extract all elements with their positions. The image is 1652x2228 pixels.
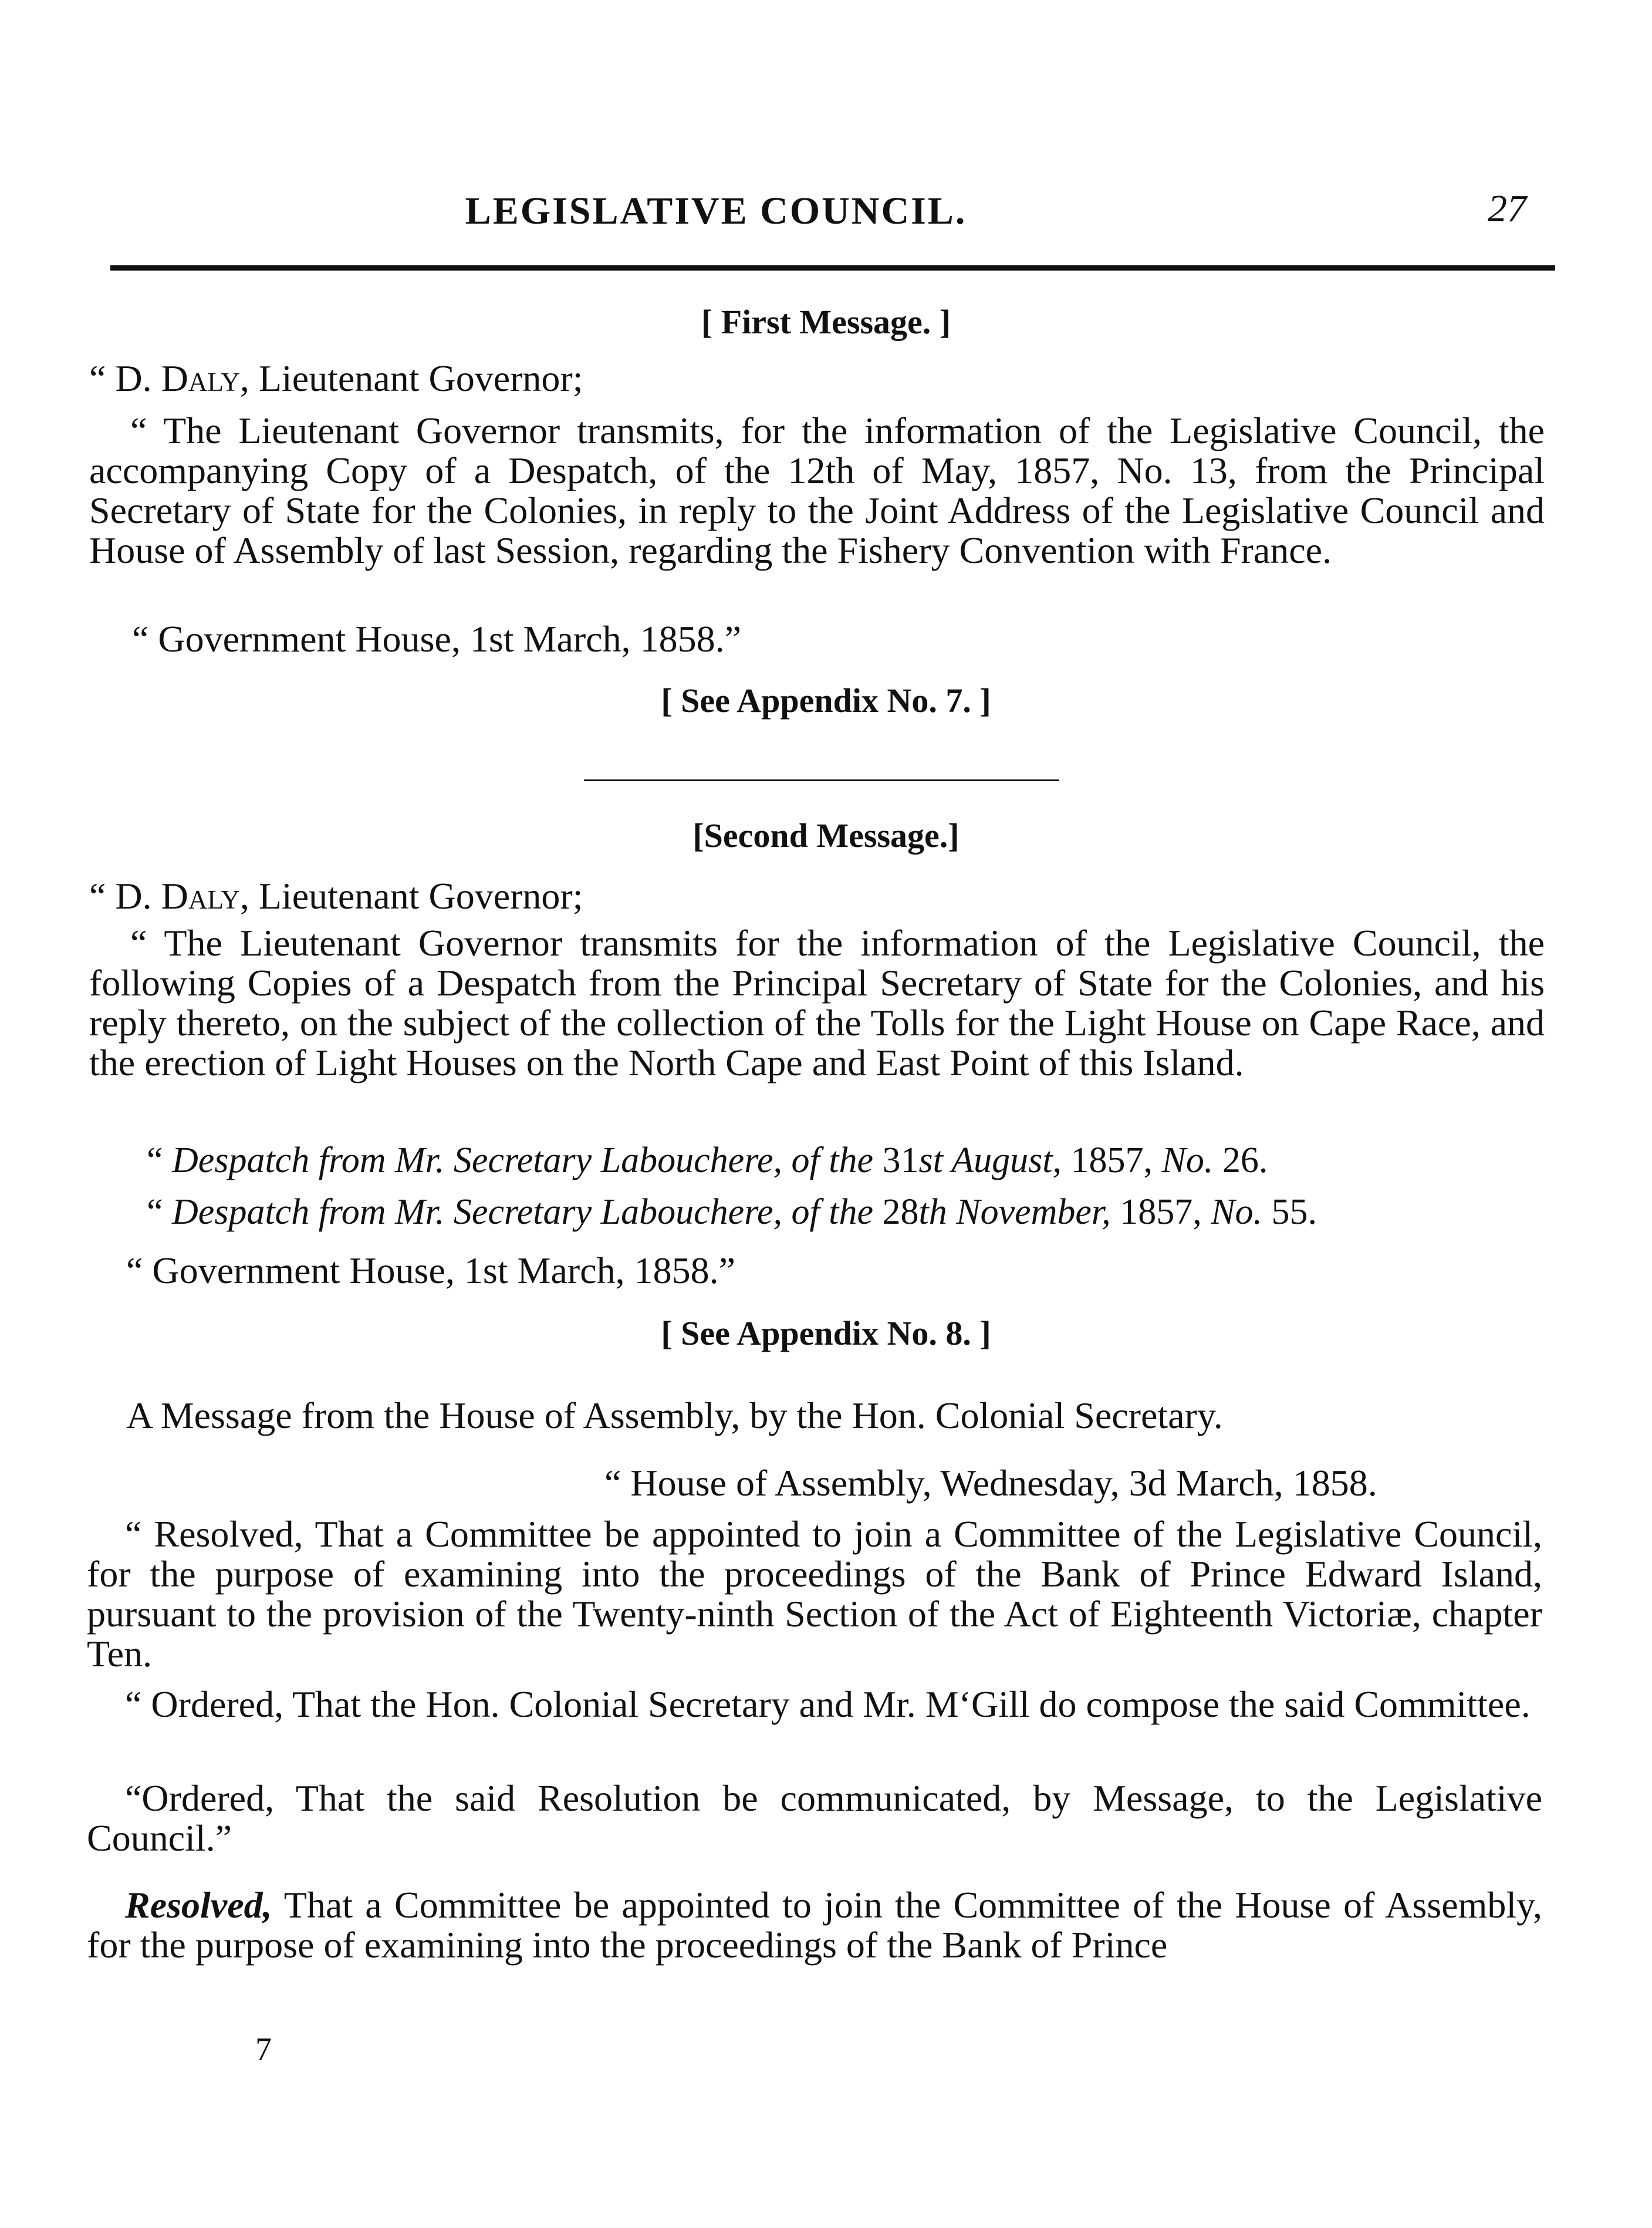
despatch-text: No. — [1211, 1192, 1263, 1232]
despatch-number: 26. — [1213, 1140, 1268, 1180]
page-number: 27 — [1488, 187, 1526, 230]
printer-signature-mark: 7 — [255, 2031, 272, 2068]
second-message-salutation — [89, 875, 583, 918]
quote-mark: “ — [147, 1192, 173, 1232]
salutation-name: Daly — [161, 357, 240, 399]
page-header-title: LEGISLATIVE COUNCIL. — [465, 190, 967, 232]
second-message-body: “ The Lieutenant Governor transmits for the information of the Legislative Council, the following Copies of a Despatch from the Principal Secretary of State for the Colonies, and his reply thereto, on the subject of the collection of the Tolls for the Light House on Cape Race, and the erection of Light Houses on the North Cape and East Point of this Island. — [89, 922, 1545, 1083]
assembly-message-dateline: “ House of Assembly, Wednesday, 3d March, 1858. — [604, 1462, 1377, 1504]
first-message-dateline: “ Government House, 1st March, 1858.” — [132, 618, 741, 660]
salutation-prefix: “ D. — [89, 357, 161, 399]
assembly-order-committee: “ Ordered, That the Hon. Colonial Secretary and Mr. M‘Gill do compose the said Committee. — [125, 1683, 1531, 1725]
header-rule — [110, 265, 1555, 271]
despatch-number: 31 — [873, 1140, 919, 1180]
despatch-number: 1857, — [1110, 1192, 1211, 1232]
salutation-suffix: , Lieutenant Governor; — [239, 357, 583, 399]
quote-mark: “ — [147, 1140, 173, 1180]
despatch-number: 1857, — [1061, 1140, 1162, 1180]
despatch-item — [147, 1191, 1317, 1233]
council-resolution-text — [87, 1885, 1542, 1965]
despatch-text: No. — [1161, 1140, 1214, 1180]
assembly-message-intro: A Message from the House of Assembly, by the Hon. Colonial Secretary. — [126, 1395, 1223, 1436]
assembly-resolution: “ Resolved, That a Committee be appointed to join a Committee of the Legislative Council, for the purpose of examining into the proceedings of the Bank of Prince Edward Island, pursuant to the provision of the Twenty-ninth Section of the Act of Eighteenth Victoriæ, chapter Ten. — [87, 1513, 1542, 1675]
despatch-number: 28 — [873, 1192, 919, 1232]
salutation-suffix: , Lieutenant Governor; — [239, 875, 583, 917]
despatch-number: 55. — [1262, 1192, 1317, 1232]
despatch-item — [147, 1140, 1268, 1181]
despatch-text: Despatch from Mr. Secretary Labouchere, of the — [172, 1140, 874, 1180]
second-message-heading: [Second Message.] — [692, 816, 960, 855]
second-message-appendix: [ See Appendix No. 8. ] — [661, 1314, 991, 1352]
salutation-prefix: “ D. — [89, 875, 161, 917]
despatch-text: th November, — [918, 1192, 1111, 1232]
assembly-order-communicate: “Ordered, That the said Resolution be communicated, by Message, to the Legislative Council.” — [87, 1777, 1542, 1859]
first-message-heading: [ First Message. ] — [701, 303, 951, 341]
first-message-body: “ The Lieutenant Governor transmits, for the information of the Legislative Council, the accompanying Copy of a Despatch, of the 12th of May, 1857, No. 13, from the Principal Secretary of State for the Colonies, in reply to the Joint Address of the Legislative Council and House of Assembly of last Session, regarding the Fishery Convention with France. — [89, 410, 1545, 571]
first-message-salutation — [89, 357, 583, 400]
resolved-word: Resolved, — [125, 1884, 272, 1926]
despatch-text: st August, — [918, 1140, 1062, 1180]
despatch-text: Despatch from Mr. Secretary Labouchere, of the — [172, 1192, 874, 1232]
second-message-dateline: “ Government House, 1st March, 1858.” — [126, 1250, 735, 1291]
section-divider — [584, 779, 1059, 781]
salutation-name: Daly — [161, 875, 240, 917]
first-message-appendix: [ See Appendix No. 7. ] — [661, 681, 991, 720]
resolution-body: That a Committee be appointed to join the Committee of the House of Assembly, for the purpose of examining into the proceedings of the Bank of Prince — [87, 1884, 1542, 1966]
